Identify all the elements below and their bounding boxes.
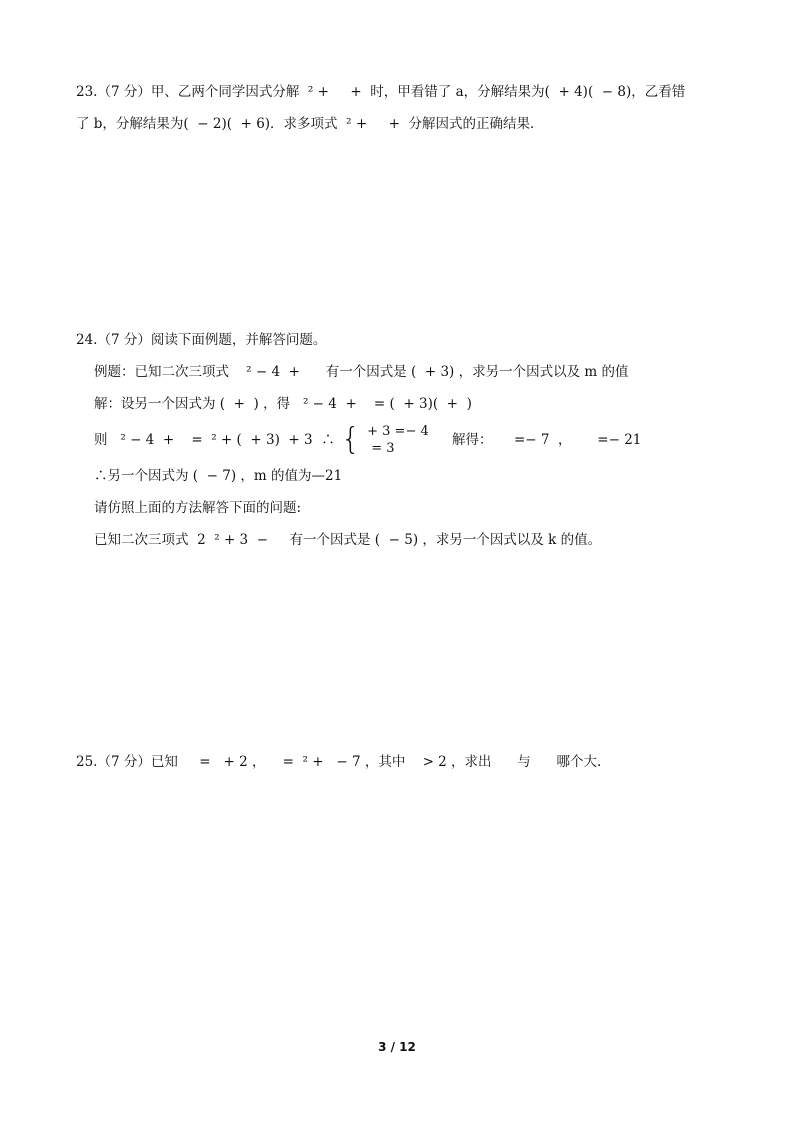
q25-line1: 25.（7 分）已知 = + 2 ， = ² + − 7 ，其中 > 2 ，求出 与 哪个大. — [76, 754, 602, 770]
system-row-2: = 3 — [363, 441, 395, 456]
q23-line1: 23.（7 分）甲、乙两个同学因式分解 ² + + 时，甲看错了 a，分解结果为( + 4)( − 8)，乙看错 — [76, 84, 686, 100]
q24-solution: 解：设另一个因式为 ( + ) ，得 ² − 4 + = ( + 3)( + ) — [94, 396, 472, 412]
q24-problem: 已知二次三项式 2 ² + 3 − 有一个因式是 ( − 5) ，求另一个因式以及 k 的值。 — [94, 532, 602, 548]
page-number: 3 / 12 — [378, 1040, 416, 1054]
q24-example: 例题：已知二次三项式 ² − 4 + 有一个因式是 ( + 3) ，求另一个因式以及 m 的值 — [94, 364, 629, 380]
q24-title: 24.（7 分）阅读下面例题，并解答问题。 — [76, 332, 327, 348]
equation-system — [341, 422, 431, 462]
q24-then: 则 ² − 4 + = ² + ( + 3) + 3 ∴ — [94, 432, 335, 448]
q24-imitate: 请仿照上面的方法解答下面的问题: — [94, 500, 302, 516]
system-row-1: + 3 =− 4 — [363, 424, 429, 439]
left-brace-icon: { — [341, 422, 361, 457]
q23-line2: 了 b，分解结果为( − 2)( + 6)．求多项式 ² + + 分解因式的正确结果． — [76, 116, 544, 132]
q24-conclusion: ∴另一个因式为 ( − 7) ，m 的值为—21 — [94, 468, 343, 484]
q24-solve: 解得： =− 7 ， =− 21 — [452, 432, 642, 448]
